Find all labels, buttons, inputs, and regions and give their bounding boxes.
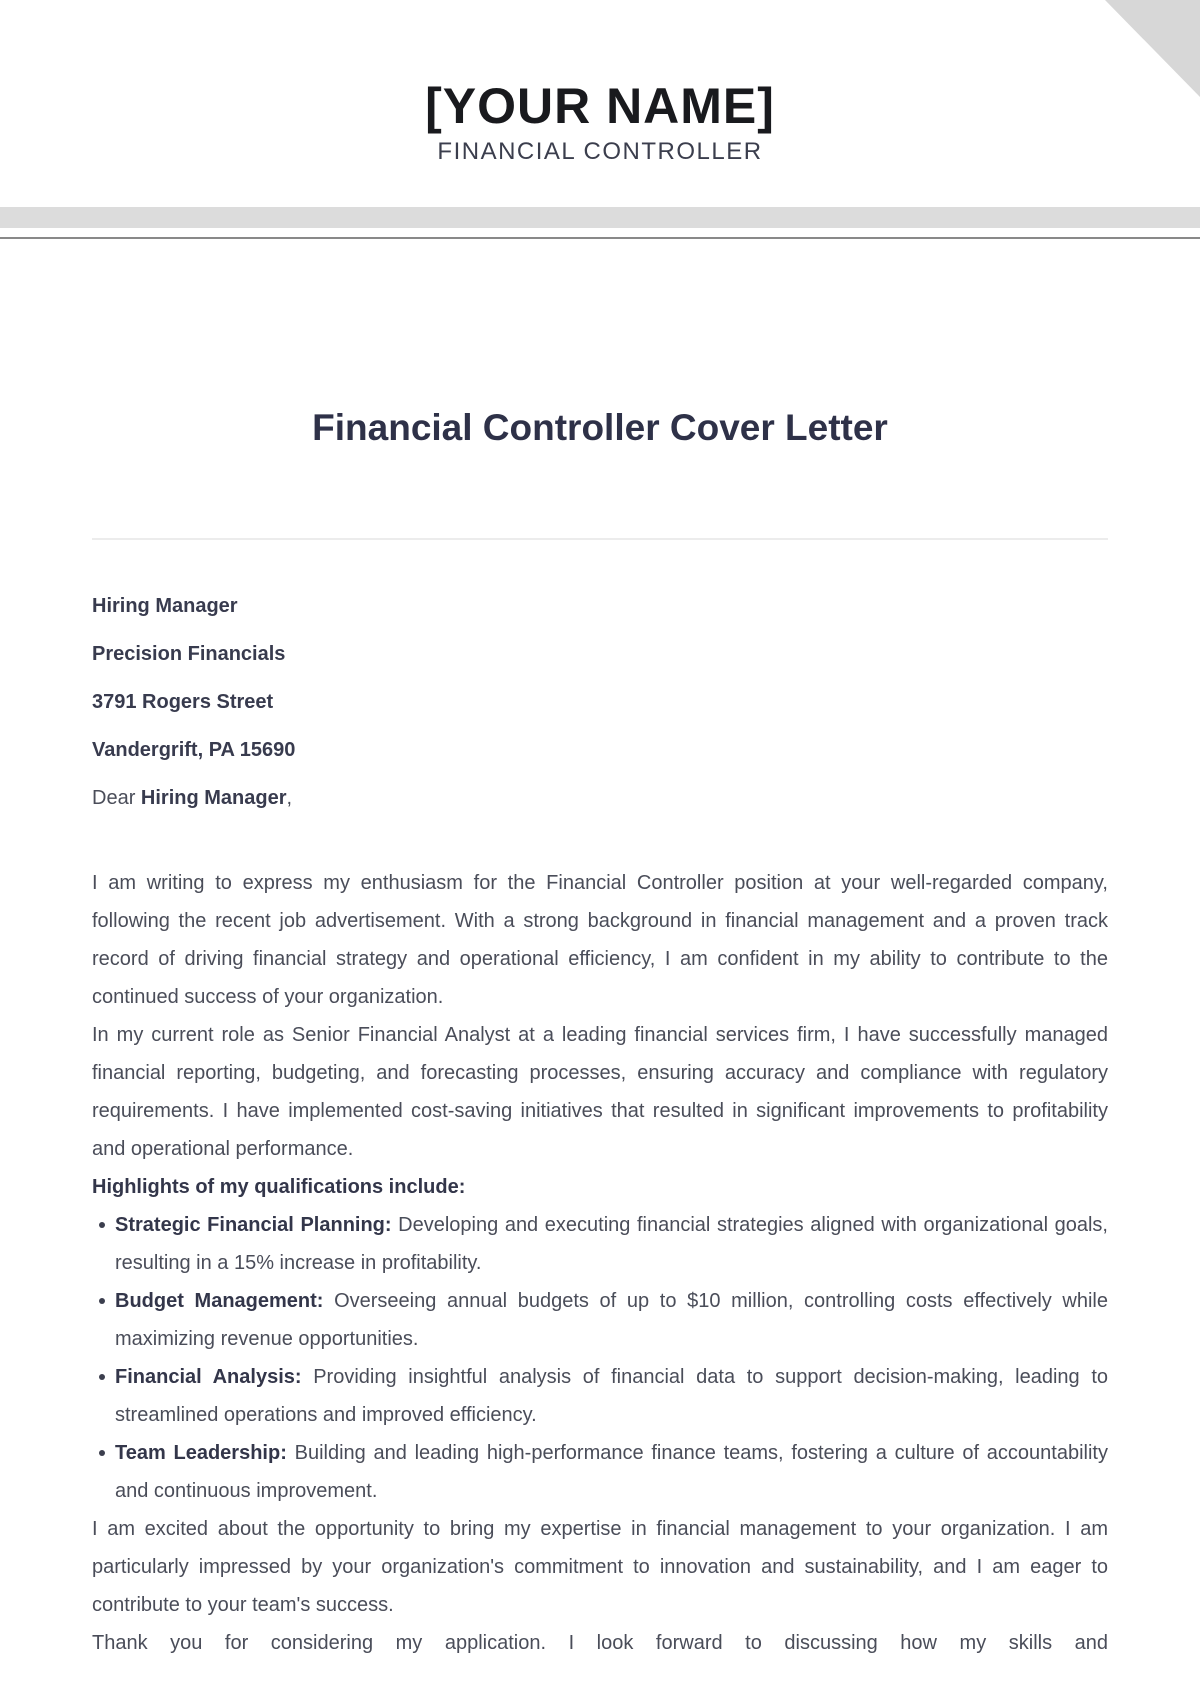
highlight-label: Budget Management: xyxy=(115,1290,324,1312)
document-title: Financial Controller Cover Letter xyxy=(312,407,888,448)
highlight-text: Building and leading high-performance finance teams, fostering a culture of accountability and continuous improvement. xyxy=(115,1442,1108,1502)
highlight-label: Strategic Financial Planning: xyxy=(115,1214,392,1236)
letterhead-rule xyxy=(0,237,1200,239)
letter-content xyxy=(92,405,1108,1662)
recipient-company: Precision Financials xyxy=(92,643,286,665)
highlights-list xyxy=(92,1206,1108,1510)
highlight-text: Providing insightful analysis of financial data to support decision-making, leading to streamlined operations and improved efficiency. xyxy=(115,1366,1109,1426)
letterhead-band xyxy=(0,207,1200,228)
bullet-icon xyxy=(99,1222,105,1228)
highlights-heading: Highlights of my qualifications include: xyxy=(92,1176,466,1198)
recipient-city-state-zip: Vandergrift, PA 15690 xyxy=(92,739,296,761)
bullet-icon xyxy=(99,1298,105,1304)
paragraph-experience: In my current role as Senior Financial Analyst at a leading financial services firm, I have successfully managed financial reporting, budgeting, and forecasting processes, ensuring accuracy and compliance with regulatory requirements. I have implemented cost-saving initiatives that resulted in significant improvements to profitability and operational performance. xyxy=(92,1024,1108,1160)
highlight-item-strategic-planning xyxy=(92,1206,1108,1282)
salutation-prefix: Dear xyxy=(92,787,141,809)
salutation xyxy=(92,786,1108,810)
recipient-street: 3791 Rogers Street xyxy=(92,691,274,713)
highlight-item-financial-analysis xyxy=(92,1358,1108,1434)
paragraph-thanks: Thank you for considering my application. I look forward to discussing how my skills and xyxy=(92,1632,1108,1654)
salutation-name: Hiring Manager xyxy=(140,787,287,809)
highlight-label: Team Leadership: xyxy=(115,1442,287,1464)
title-divider xyxy=(92,538,1108,540)
recipient-block xyxy=(92,594,1108,762)
bullet-icon xyxy=(99,1374,105,1380)
paragraph-closing: I am excited about the opportunity to bring my expertise in financial management to your organization. I am particularly impressed by your organization's commitment to innovation and sustainability, and I am eager to contribute to your team's success. xyxy=(92,1518,1108,1616)
applicant-name: [YOUR NAME] xyxy=(425,78,775,134)
highlight-item-budget-management xyxy=(92,1282,1108,1358)
highlight-text: Overseeing annual budgets of up to $10 million, controlling costs effectively while maximizing revenue opportunities. xyxy=(115,1290,1108,1350)
highlight-item-team-leadership xyxy=(92,1434,1108,1510)
salutation-suffix: , xyxy=(286,787,293,809)
applicant-role: FINANCIAL CONTROLLER xyxy=(437,138,763,165)
recipient-name: Hiring Manager xyxy=(92,595,238,617)
highlight-text: Developing and executing financial strategies aligned with organizational goals, resulting in a 15% increase in profitability. xyxy=(115,1214,1108,1274)
letterhead xyxy=(0,0,1200,166)
paragraph-intro: I am writing to express my enthusiasm for the Financial Controller position at your well-regarded company, following the recent job advertisement. With a strong background in financial management and a proven track record of driving financial strategy and operational efficiency, I am confident in my ability to contribute to the continued success of your organization. xyxy=(92,872,1108,1008)
bullet-icon xyxy=(99,1450,105,1456)
highlight-label: Financial Analysis: xyxy=(115,1366,302,1388)
